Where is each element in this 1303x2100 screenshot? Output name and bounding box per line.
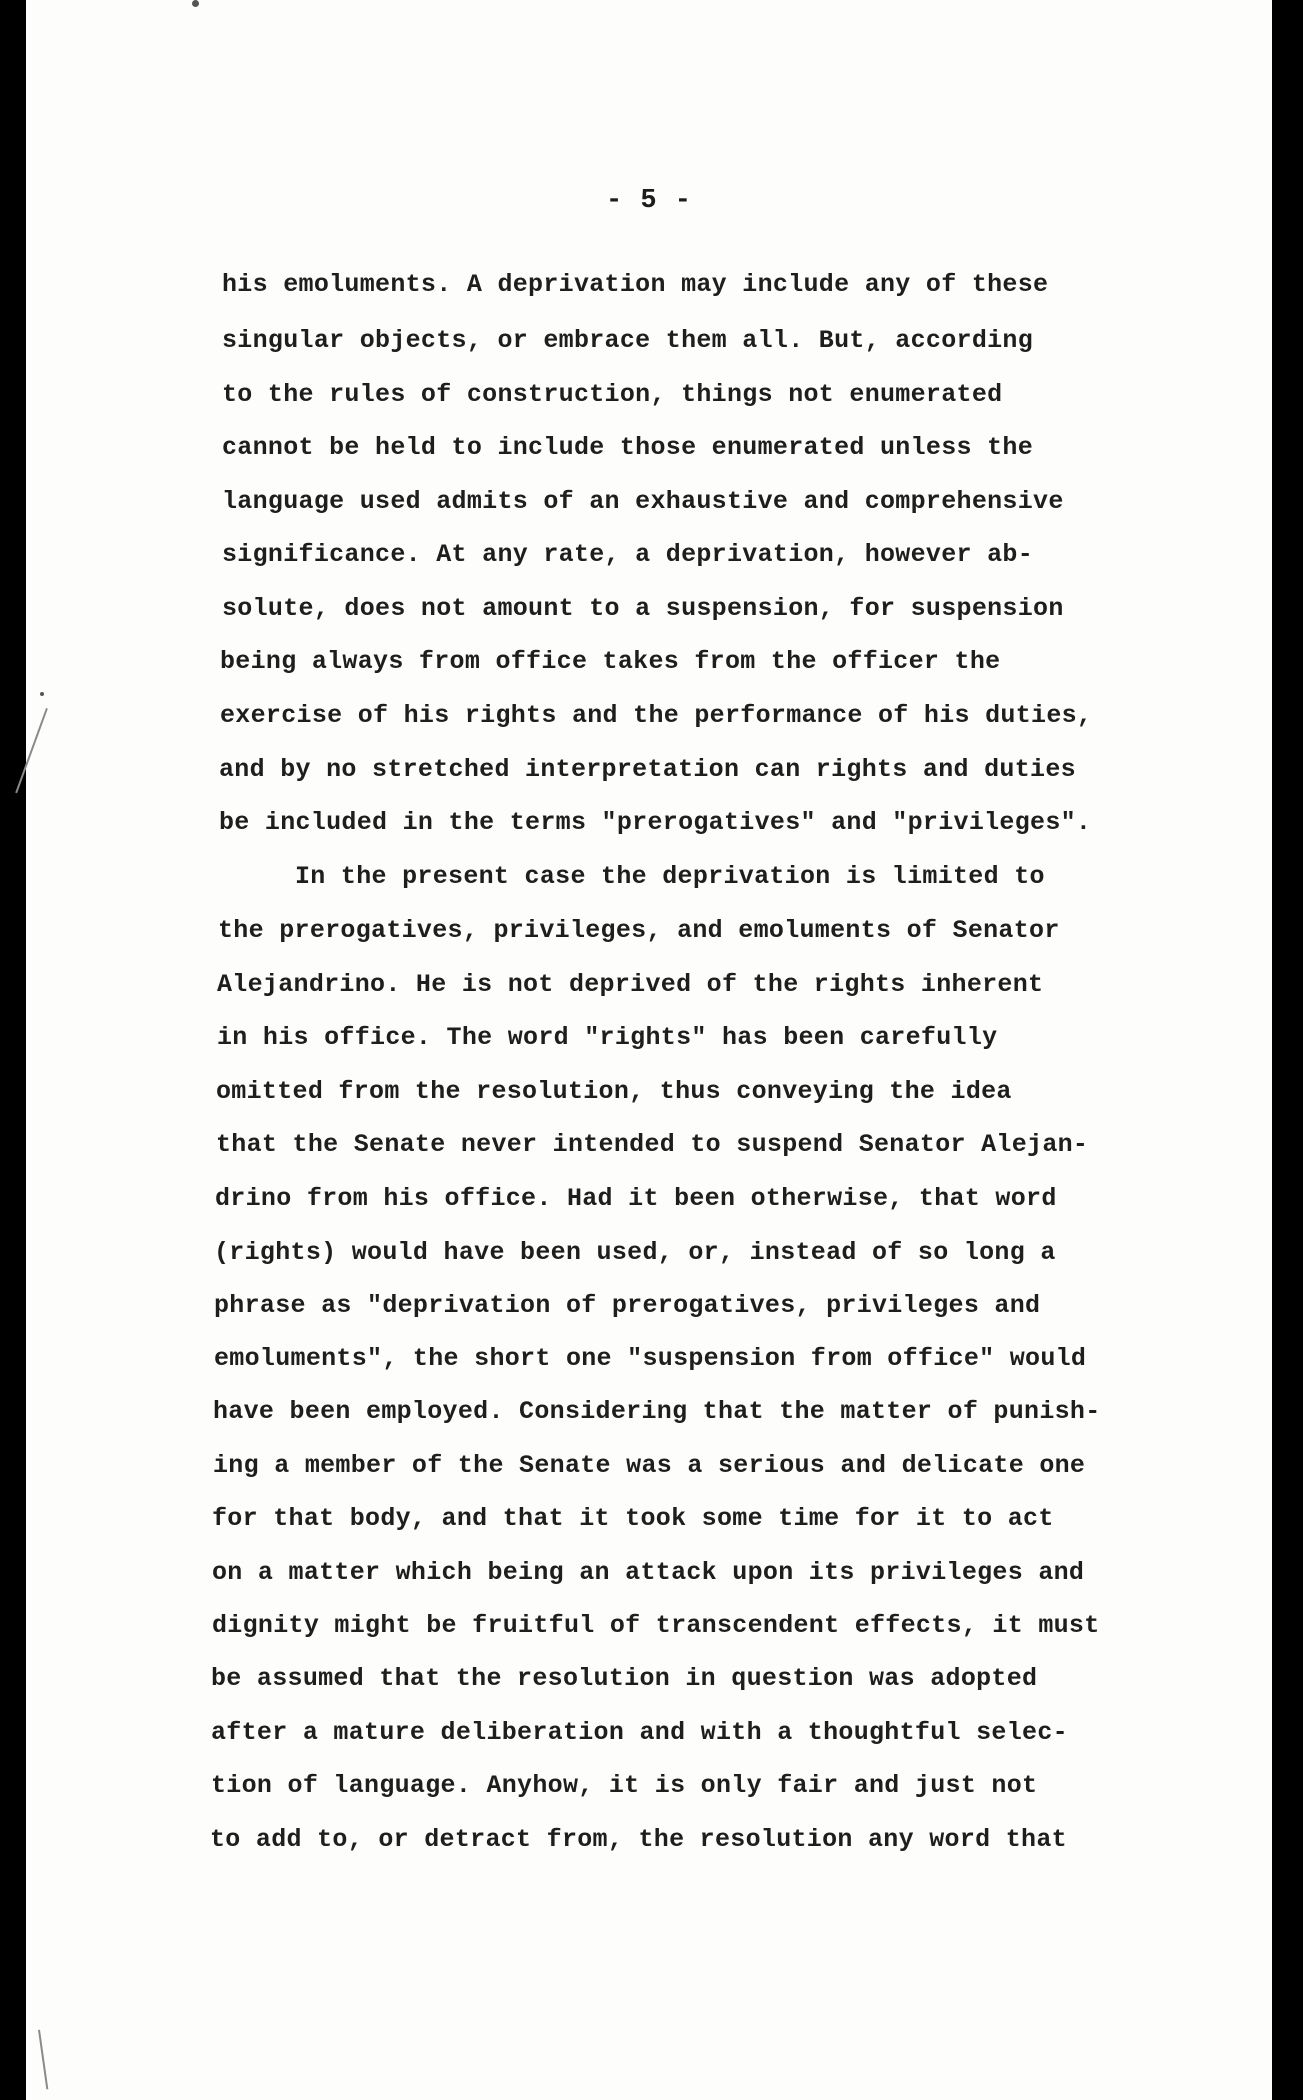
text-line: exercise of his rights and the performance of his duties, bbox=[220, 701, 1093, 730]
text-line: being always from office takes from the officer the bbox=[220, 647, 1001, 676]
scan-speck bbox=[192, 0, 199, 7]
text-line: for that body, and that it took some time for it to act bbox=[212, 1504, 1054, 1533]
text-line: significance. At any rate, a deprivation, however ab- bbox=[222, 540, 1034, 569]
text-line: In the present case the deprivation is limited to bbox=[295, 862, 1045, 891]
text-line: emoluments", the short one "suspension from office" would bbox=[214, 1344, 1087, 1373]
scan-speck bbox=[40, 692, 44, 696]
text-line: Alejandrino. He is not deprived of the rights inherent bbox=[217, 970, 1044, 999]
text-line: on a matter which being an attack upon its privileges and bbox=[212, 1558, 1085, 1587]
text-line: ing a member of the Senate was a serious and delicate one bbox=[213, 1451, 1086, 1480]
text-line: phrase as "deprivation of prerogatives, privileges and bbox=[214, 1291, 1041, 1320]
text-line: drino from his office. Had it been otherwise, that word bbox=[215, 1184, 1057, 1213]
text-line: have been employed. Considering that the matter of punish- bbox=[213, 1397, 1101, 1426]
text-line: (rights) would have been used, or, instead of so long a bbox=[214, 1238, 1056, 1267]
text-line: omitted from the resolution, thus conveying the idea bbox=[216, 1077, 1012, 1106]
text-line: singular objects, or embrace them all. But, according bbox=[222, 326, 1034, 355]
text-line: and by no stretched interpretation can rights and duties bbox=[219, 755, 1076, 784]
text-line: that the Senate never intended to suspend Senator Alejan- bbox=[216, 1130, 1089, 1159]
text-line: his emoluments. A deprivation may include any of these bbox=[222, 270, 1049, 299]
text-line: after a mature deliberation and with a thoughtful selec- bbox=[211, 1718, 1068, 1747]
text-line: cannot be held to include those enumerated unless the bbox=[222, 433, 1034, 462]
scan-scratch bbox=[15, 708, 48, 793]
document-page bbox=[26, 0, 1272, 2100]
text-line: to the rules of construction, things not enumerated bbox=[222, 380, 1003, 409]
page-number: - 5 - bbox=[605, 186, 692, 216]
scan-scratch bbox=[38, 2030, 48, 2090]
text-line: be assumed that the resolution in question was adopted bbox=[211, 1664, 1038, 1693]
text-line: to add to, or detract from, the resolution any word that bbox=[210, 1825, 1067, 1854]
text-line: solute, does not amount to a suspension, for suspension bbox=[222, 594, 1064, 623]
text-line: tion of language. Anyhow, it is only fair and just not bbox=[211, 1771, 1038, 1800]
text-line: dignity might be fruitful of transcendent effects, it must bbox=[212, 1611, 1100, 1640]
text-line: be included in the terms "prerogatives" and "privileges". bbox=[219, 808, 1092, 837]
text-line: language used admits of an exhaustive and comprehensive bbox=[222, 487, 1064, 516]
text-line: the prerogatives, privileges, and emoluments of Senator bbox=[218, 916, 1060, 945]
text-line: in his office. The word "rights" has been carefully bbox=[217, 1023, 998, 1052]
